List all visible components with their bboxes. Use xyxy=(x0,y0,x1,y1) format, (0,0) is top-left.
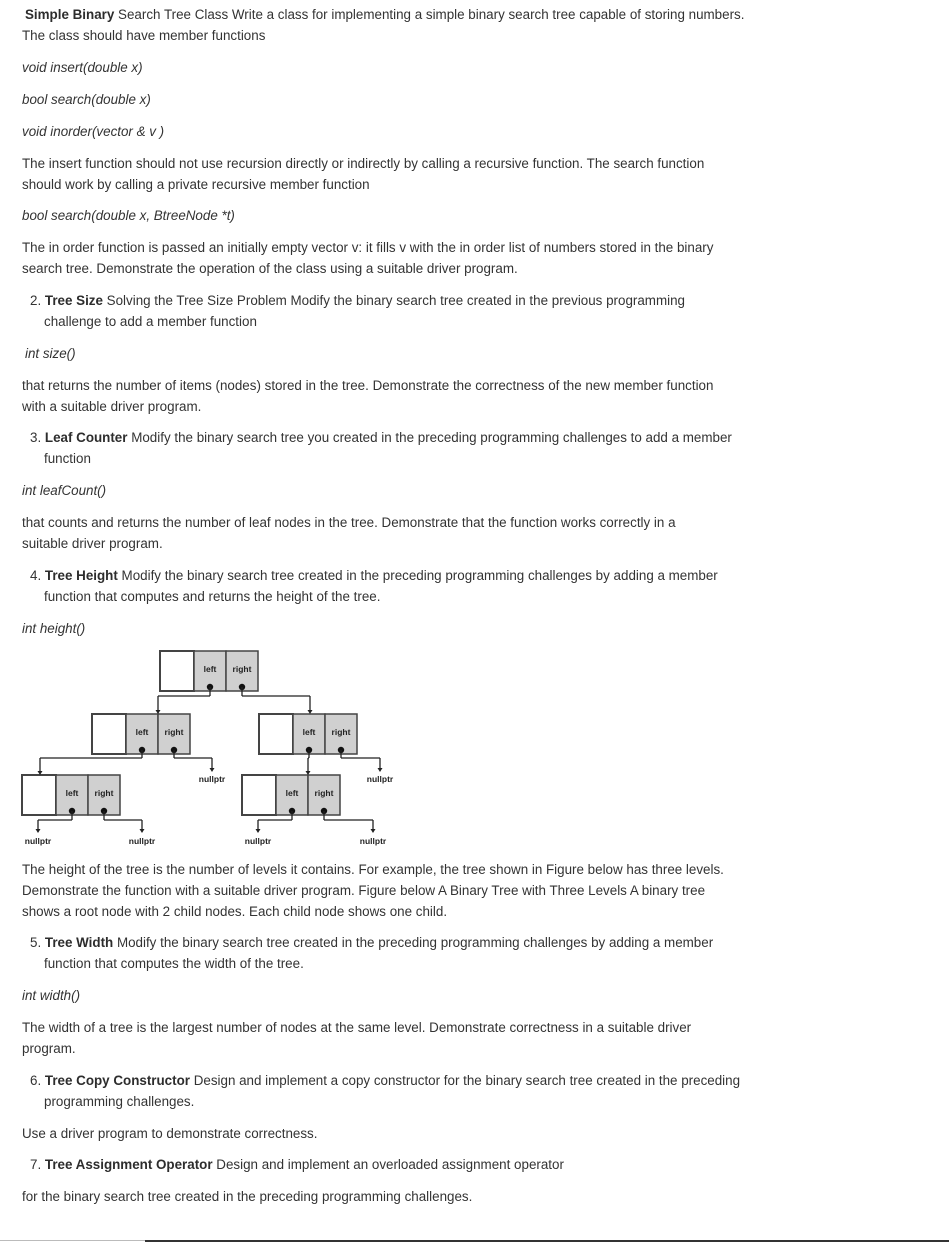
leaf-desc-line-2: suitable driver program. xyxy=(22,536,163,551)
ll-left-arrow-head xyxy=(36,829,41,833)
root-node-right-label: right xyxy=(232,664,252,674)
code-insert: void insert(double x) xyxy=(22,60,143,75)
driver-note: Use a driver program to demonstrate correctness. xyxy=(22,1126,318,1141)
insert-desc-line-2: should work by calling a private recursive member function xyxy=(22,177,370,192)
code-width: int width() xyxy=(22,988,81,1003)
item-3-number: 3. xyxy=(30,430,45,445)
item-5-line-2: function that computes the width of the tree. xyxy=(44,956,304,971)
height-desc-line-3: shows a root node with 2 child nodes. Each child node shows one child. xyxy=(22,904,448,919)
item-7-title: Tree Assignment Operator xyxy=(44,1157,213,1172)
size-desc-line-1: that returns the number of items (nodes) stored in the tree. Demonstrate the correctness of the new member function xyxy=(22,378,714,393)
left-grandchild-node-left-label: left xyxy=(65,788,79,798)
rc-right-nullptr: nullptr xyxy=(366,774,394,784)
rl-left-arrow-head xyxy=(256,829,261,833)
item-6-line-1 xyxy=(30,1070,740,1091)
ll-left-nullptr: nullptr xyxy=(24,836,52,846)
item-7-text: Design and implement an overloaded assignment operator xyxy=(212,1157,564,1172)
item-7-number: 7. xyxy=(30,1157,45,1172)
item-2-text: Solving the Tree Size Problem Modify the binary search tree created in the previous programming xyxy=(102,293,685,308)
ll-right-arrow-head xyxy=(140,829,145,833)
code-size: int size() xyxy=(25,346,76,361)
item-4-number: 4. xyxy=(30,568,45,583)
left-grandchild-node-value-box xyxy=(22,775,56,815)
rl-right-nullptr: nullptr xyxy=(359,836,387,846)
root-node-value-box xyxy=(160,651,194,691)
item-5-title: Tree Width xyxy=(44,935,114,950)
right-child-node-left-label: left xyxy=(302,727,316,737)
intro-title: Simple Binary xyxy=(25,7,115,22)
width-desc-line-1: The width of a tree is the largest number of nodes at the same level. Demonstrate correctness in a suitable driver xyxy=(22,1020,692,1035)
height-desc-line-2: Demonstrate the function with a suitable driver program. Figure below A Binary Tree with Three Levels A binary tree xyxy=(22,883,706,898)
left-grandchild-node-right-label: right xyxy=(94,788,114,798)
rc-right-null-arrow-head xyxy=(378,768,383,772)
item-5-text: Modify the binary search tree created in the preceding programming challenges by adding a member xyxy=(113,935,714,950)
item-6-text: Design and implement a copy constructor for the binary search tree created in the preceding xyxy=(189,1073,741,1088)
code-inorder: void inorder(vector & v ) xyxy=(22,124,165,139)
width-desc-line-2: program. xyxy=(22,1041,76,1056)
item-5-line-1 xyxy=(30,932,713,953)
item-4-line-1 xyxy=(30,565,718,586)
item-3-title: Leaf Counter xyxy=(44,430,128,445)
binary-tree-figure xyxy=(0,640,949,855)
item-2-line-2: challenge to add a member function xyxy=(44,314,257,329)
insert-desc-line-1: The insert function should not use recursion directly or indirectly by calling a recursive function. The search function xyxy=(22,156,705,171)
right-grandchild-node-left-label: left xyxy=(285,788,299,798)
code-height: int height() xyxy=(22,621,86,636)
code-search: bool search(double x) xyxy=(22,92,151,107)
item-5-number: 5. xyxy=(30,935,45,950)
left-child-node-left-label: left xyxy=(135,727,149,737)
item-2-number: 2. xyxy=(30,293,45,308)
right-child-node-right-label: right xyxy=(331,727,351,737)
rl-left-nullptr: nullptr xyxy=(244,836,272,846)
inorder-desc-line-1: The in order function is passed an initially empty vector v: it fills v with the in order list of numbers stored in the binary xyxy=(22,240,714,255)
item-6-line-2: programming challenges. xyxy=(44,1094,195,1109)
rl-right-arrow-head xyxy=(371,829,376,833)
item-3-line-1 xyxy=(30,427,732,448)
item-4-text: Modify the binary search tree created in the preceding programming challenges by adding a member xyxy=(117,568,718,583)
item-6-title: Tree Copy Constructor xyxy=(44,1073,190,1088)
intro-line-1 xyxy=(25,4,744,25)
lc-right-nullptr: nullptr xyxy=(198,774,226,784)
right-grandchild-node-value-box xyxy=(242,775,276,815)
right-child-node-value-box xyxy=(259,714,293,754)
assignment-desc: for the binary search tree created in the preceding programming challenges. xyxy=(22,1189,473,1204)
inorder-desc-line-2: search tree. Demonstrate the operation of the class using a suitable driver program. xyxy=(22,261,518,276)
lc-right-null-arrow-head xyxy=(210,768,215,772)
size-desc-line-2: with a suitable driver program. xyxy=(22,399,202,414)
left-child-node-value-box xyxy=(92,714,126,754)
code-leafcount: int leafCount() xyxy=(22,483,107,498)
ll-right-nullptr: nullptr xyxy=(128,836,156,846)
item-3-text: Modify the binary search tree you created in the preceding programming challenges to add a member xyxy=(127,430,732,445)
item-2-line-1 xyxy=(30,290,685,311)
intro-line-2: The class should have member functions xyxy=(22,28,266,43)
item-7-line-1 xyxy=(30,1154,564,1175)
height-desc-line-1: The height of the tree is the number of levels it contains. For example, the tree shown in Figure below has three levels. xyxy=(22,862,724,877)
item-6-number: 6. xyxy=(30,1073,45,1088)
root-node-left-label: left xyxy=(203,664,217,674)
item-4-title: Tree Height xyxy=(44,568,118,583)
bottom-divider-accent xyxy=(145,1240,949,1242)
intro-text: Search Tree Class Write a class for implementing a simple binary search tree capable of storing numbers. xyxy=(114,7,745,22)
item-4-line-2: function that computes and returns the height of the tree. xyxy=(44,589,381,604)
right-grandchild-node-right-label: right xyxy=(314,788,334,798)
code-search-private: bool search(double x, BtreeNode *t) xyxy=(22,208,235,223)
leaf-desc-line-1: that counts and returns the number of leaf nodes in the tree. Demonstrate that the function works correctly in a xyxy=(22,515,676,530)
left-child-node-right-label: right xyxy=(164,727,184,737)
item-3-line-2: function xyxy=(44,451,91,466)
item-2-title: Tree Size xyxy=(44,293,103,308)
